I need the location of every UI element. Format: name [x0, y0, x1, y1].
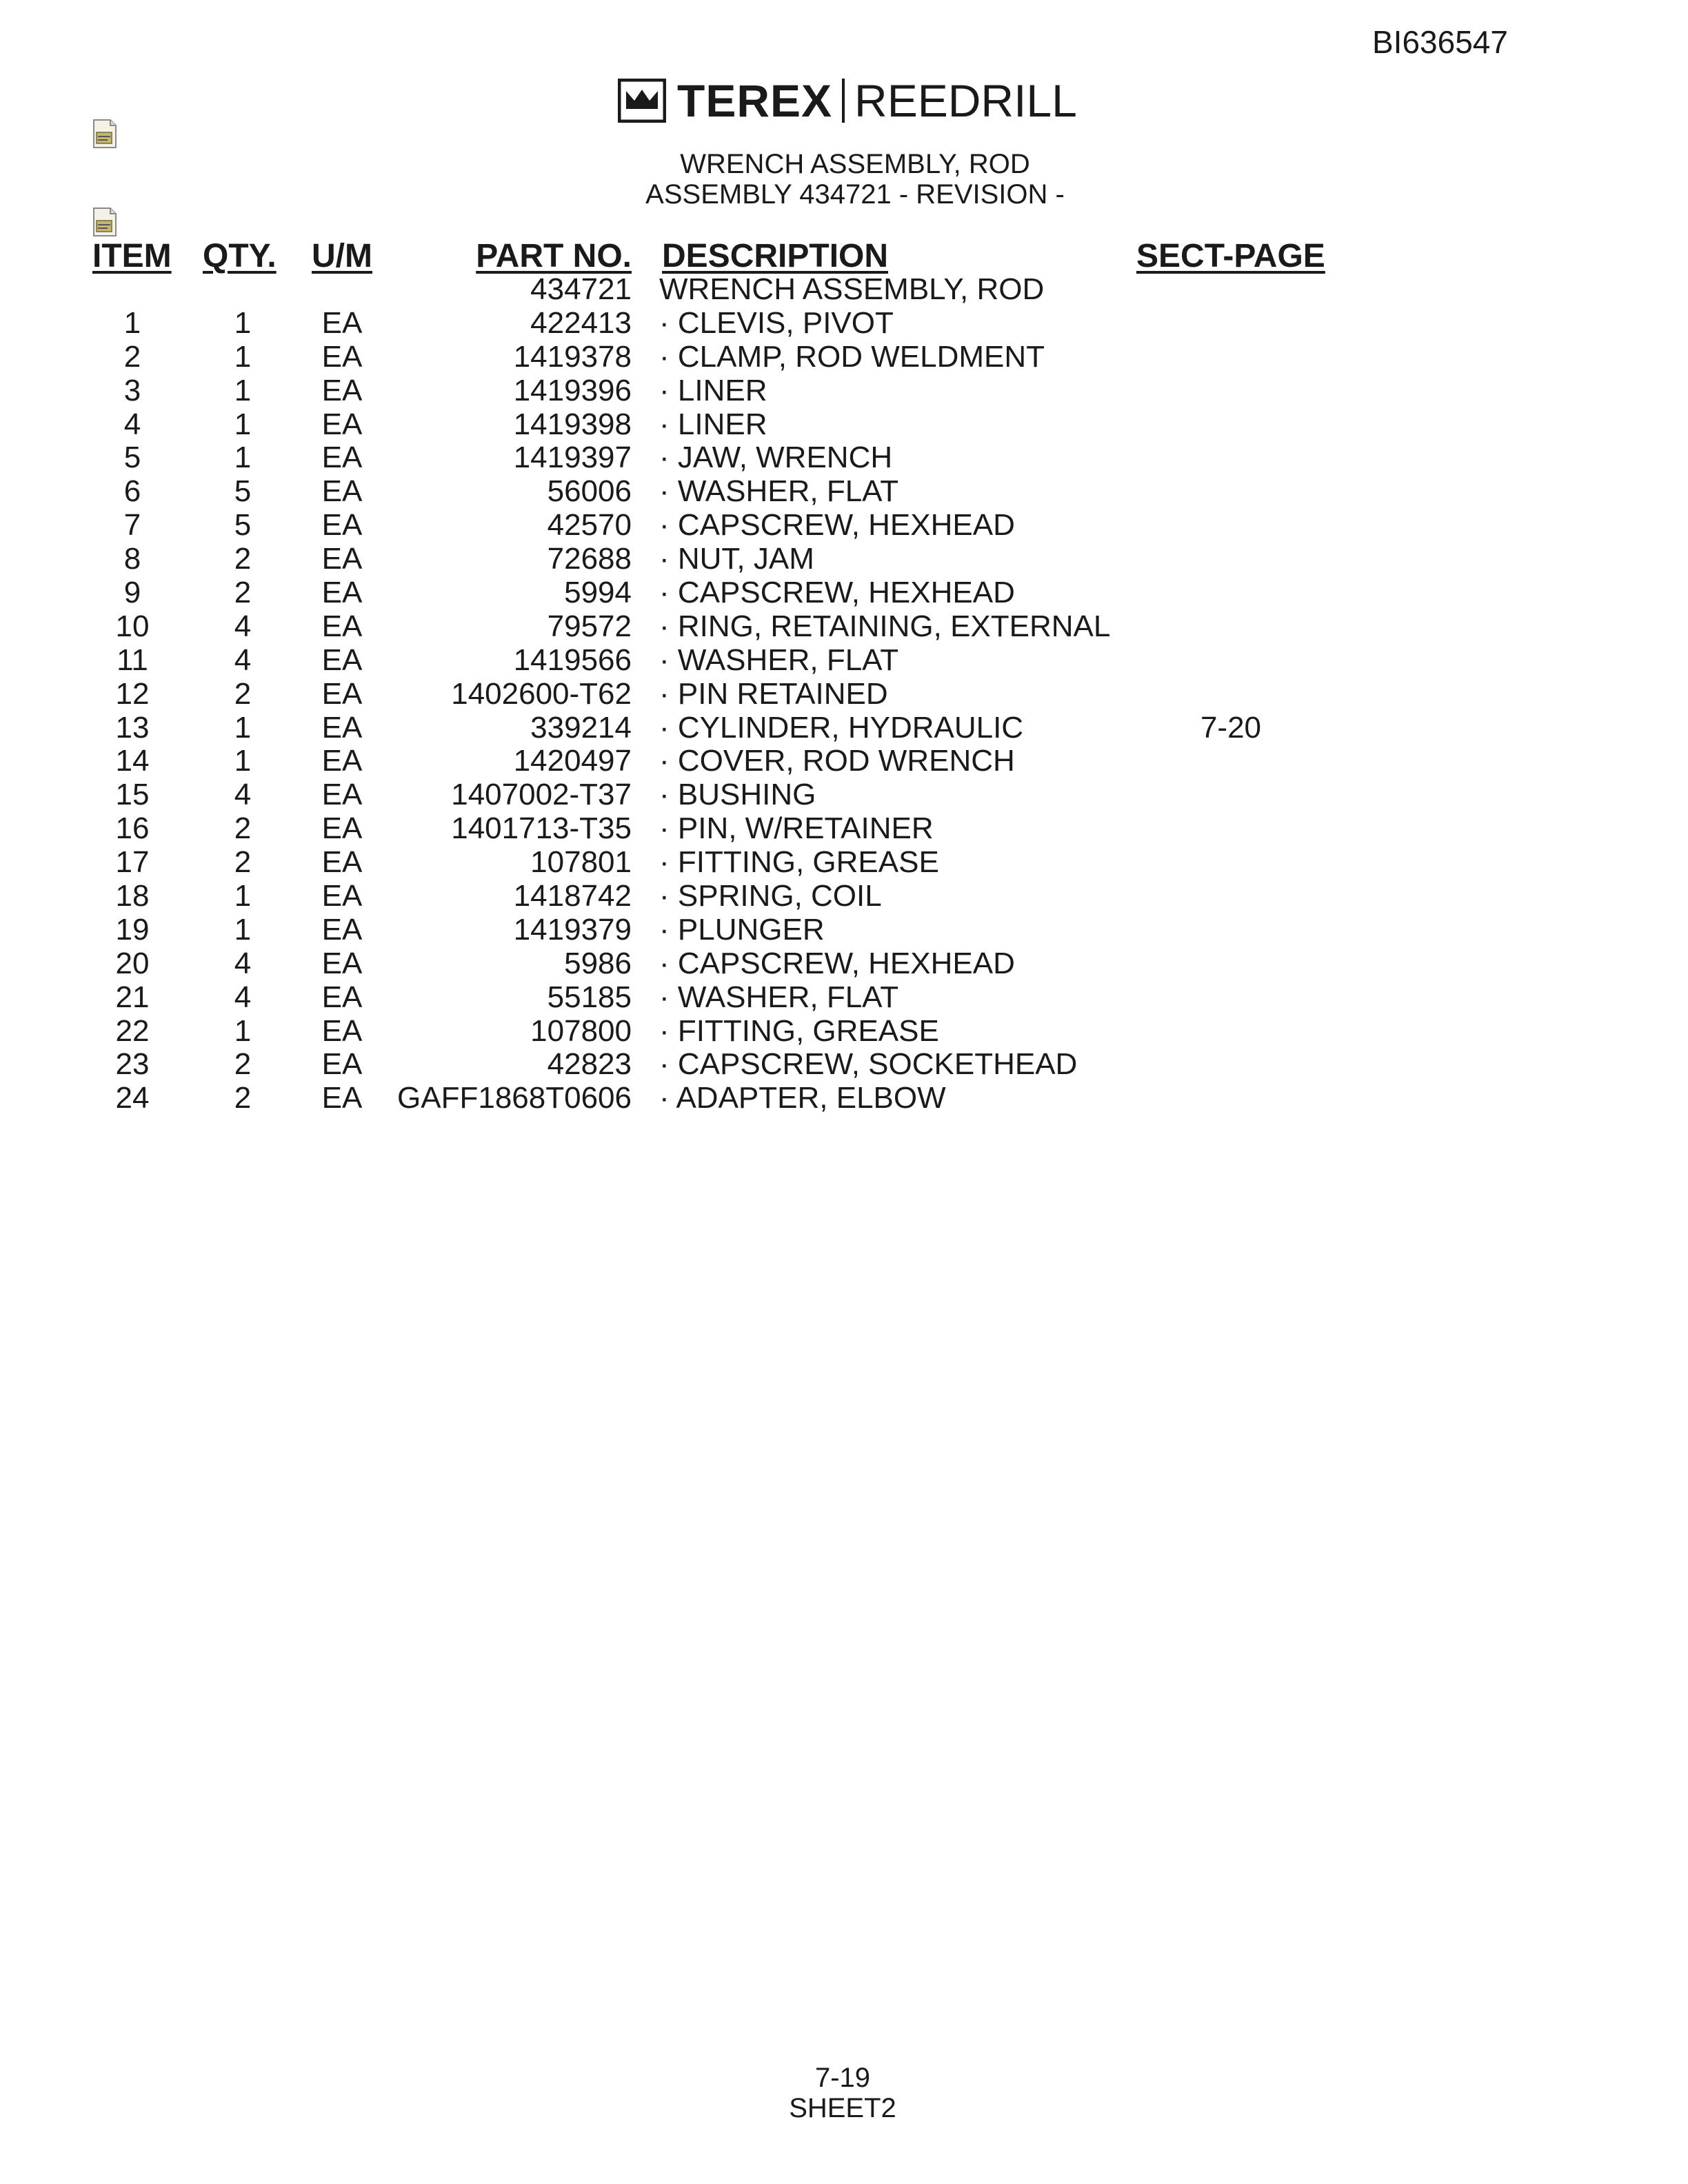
- description-cell: · CAPSCREW, HEXHEAD: [659, 508, 1015, 543]
- quantity-cell: 1: [234, 710, 252, 745]
- attachment-file-icon[interactable]: [91, 119, 119, 149]
- parts-table-row: [0, 812, 1688, 846]
- description-cell: · COVER, ROD WRENCH: [659, 744, 1015, 778]
- description-cell: · RING, RETAINING, EXTERNAL: [659, 609, 1111, 643]
- unit-of-measure-cell: EA: [321, 609, 363, 643]
- description-cell: · CYLINDER, HYDRAULIC: [659, 710, 1024, 745]
- parts-table-row: [0, 576, 1688, 610]
- description-cell: · LINER: [659, 407, 767, 441]
- item-number-cell: 7: [123, 508, 141, 543]
- description-cell: · WASHER, FLAT: [659, 643, 899, 677]
- parts-table-row: [0, 644, 1688, 678]
- part-number-cell: 42823: [547, 1047, 632, 1082]
- unit-of-measure-cell: EA: [321, 407, 363, 441]
- unit-of-measure-cell: EA: [321, 305, 363, 340]
- part-number-cell: 1419378: [513, 339, 632, 374]
- part-number-cell: 1420497: [513, 744, 632, 778]
- item-number-cell: 10: [115, 609, 150, 643]
- unit-of-measure-cell: EA: [321, 845, 363, 880]
- unit-of-measure-cell: EA: [321, 676, 363, 711]
- quantity-cell: 1: [234, 407, 252, 441]
- parts-table-row: [0, 475, 1688, 509]
- quantity-cell: 2: [234, 1081, 252, 1115]
- unit-of-measure-cell: EA: [321, 980, 363, 1014]
- logo-product-text: REEDRILL: [854, 75, 1077, 126]
- item-number-cell: 5: [123, 441, 141, 475]
- description-cell: · SPRING, COIL: [659, 879, 882, 913]
- description-cell: · NUT, JAM: [659, 542, 814, 576]
- part-number-cell: 55185: [547, 980, 632, 1014]
- part-number-cell: 1418742: [513, 879, 632, 913]
- unit-of-measure-cell: EA: [321, 643, 363, 677]
- part-number-cell: 1419566: [513, 643, 632, 677]
- parts-table-row: [0, 1048, 1688, 1082]
- quantity-cell: 1: [234, 1013, 252, 1048]
- quantity-cell: 1: [234, 441, 252, 475]
- part-number-cell: 1401713-T35: [451, 811, 632, 846]
- description-cell: · PIN RETAINED: [659, 676, 888, 711]
- item-number-cell: 11: [117, 643, 148, 677]
- part-number-cell: 434721: [530, 272, 632, 306]
- part-number-cell: 1402600-T62: [451, 676, 632, 711]
- quantity-cell: 2: [234, 845, 252, 880]
- item-number-cell: 22: [115, 1013, 150, 1048]
- description-cell: · JAW, WRENCH: [659, 441, 893, 475]
- column-header-part-no: PART NO.: [476, 238, 632, 274]
- page-number: 7-19: [814, 2063, 871, 2093]
- quantity-cell: 4: [234, 980, 252, 1014]
- description-cell: · LINER: [659, 373, 767, 407]
- unit-of-measure-cell: EA: [321, 542, 363, 576]
- parts-table-row: [0, 341, 1688, 374]
- description-cell: · BUSHING: [659, 778, 816, 812]
- unit-of-measure-cell: EA: [321, 1047, 363, 1082]
- parts-table-row: [0, 543, 1688, 576]
- logo-brand-text: TEREX: [677, 75, 833, 126]
- description-cell: · PIN, W/RETAINER: [659, 811, 934, 846]
- item-number-cell: 12: [115, 676, 150, 711]
- quantity-cell: 2: [234, 1047, 252, 1082]
- item-number-cell: 19: [115, 912, 150, 947]
- description-cell: · CLAMP, ROD WELDMENT: [659, 339, 1045, 374]
- quantity-cell: 4: [234, 609, 252, 643]
- logo-divider: [842, 79, 845, 123]
- part-number-cell: 339214: [530, 710, 632, 745]
- part-number-cell: 1419398: [513, 407, 632, 441]
- unit-of-measure-cell: EA: [321, 710, 363, 745]
- parts-table-row: [0, 441, 1688, 475]
- column-header-item: ITEM: [92, 238, 172, 274]
- part-number-cell: 107801: [530, 845, 632, 880]
- item-number-cell: 1: [123, 305, 141, 340]
- parts-table-row: [0, 678, 1688, 711]
- unit-of-measure-cell: EA: [321, 339, 363, 374]
- part-number-cell: 107800: [530, 1013, 632, 1048]
- part-number-cell: 56006: [547, 474, 632, 509]
- unit-of-measure-cell: EA: [321, 879, 363, 913]
- unit-of-measure-cell: EA: [321, 912, 363, 947]
- parts-list: [0, 273, 1688, 1115]
- parts-table-row: [0, 610, 1688, 644]
- item-number-cell: 23: [115, 1047, 150, 1082]
- quantity-cell: 1: [234, 912, 252, 947]
- description-cell: · CAPSCREW, SOCKETHEAD: [659, 1047, 1078, 1082]
- description-cell: · ADAPTER, ELBOW: [659, 1081, 946, 1115]
- description-cell: · WASHER, FLAT: [659, 474, 899, 509]
- quantity-cell: 4: [234, 778, 252, 812]
- parts-table-row: [0, 913, 1688, 947]
- part-number-cell: GAFF1868T0606: [397, 1081, 632, 1115]
- quantity-cell: 4: [234, 643, 252, 677]
- quantity-cell: 2: [234, 576, 252, 610]
- document-id: BI636547: [1372, 24, 1508, 60]
- item-number-cell: 20: [115, 946, 150, 980]
- unit-of-measure-cell: EA: [321, 744, 363, 778]
- description-cell: · CAPSCREW, HEXHEAD: [659, 946, 1015, 980]
- unit-of-measure-cell: EA: [321, 508, 363, 543]
- sect-page-cell: 7-20: [1200, 710, 1262, 745]
- parts-table-row: [0, 509, 1688, 543]
- unit-of-measure-cell: EA: [321, 778, 363, 812]
- quantity-cell: 4: [234, 946, 252, 980]
- parts-table-row: [0, 880, 1688, 913]
- parts-table-row: [0, 408, 1688, 442]
- terex-crown-logo-icon: [618, 79, 666, 123]
- part-number-cell: 1419396: [513, 373, 632, 407]
- item-number-cell: 4: [123, 407, 141, 441]
- quantity-cell: 5: [234, 508, 252, 543]
- parts-table-row: [0, 947, 1688, 981]
- parts-table-row: [0, 273, 1688, 307]
- parts-table-row: [0, 1015, 1688, 1049]
- part-number-cell: 79572: [547, 609, 632, 643]
- quantity-cell: 1: [234, 305, 252, 340]
- parts-table-row: [0, 778, 1688, 812]
- parts-table-row: [0, 1082, 1688, 1115]
- part-number-cell: 72688: [547, 542, 632, 576]
- quantity-cell: 2: [234, 676, 252, 711]
- column-header-description: DESCRIPTION: [662, 238, 889, 274]
- parts-table-row: [0, 745, 1688, 778]
- item-number-cell: 14: [115, 744, 150, 778]
- unit-of-measure-cell: EA: [321, 576, 363, 610]
- assembly-title: WRENCH ASSEMBLY, ROD: [680, 149, 1030, 179]
- parts-table-row: [0, 374, 1688, 408]
- unit-of-measure-cell: EA: [321, 373, 363, 407]
- quantity-cell: 1: [234, 373, 252, 407]
- unit-of-measure-cell: EA: [321, 474, 363, 509]
- part-number-cell: 5986: [564, 946, 632, 980]
- unit-of-measure-cell: EA: [321, 441, 363, 475]
- description-cell: WRENCH ASSEMBLY, ROD: [659, 272, 1045, 306]
- unit-of-measure-cell: EA: [321, 946, 363, 980]
- quantity-cell: 2: [234, 542, 252, 576]
- item-number-cell: 6: [123, 474, 141, 509]
- column-header-qty: QTY.: [203, 238, 277, 274]
- description-cell: · WASHER, FLAT: [659, 980, 899, 1014]
- item-number-cell: 16: [115, 811, 150, 846]
- description-cell: · CAPSCREW, HEXHEAD: [659, 576, 1015, 610]
- part-number-cell: 1407002-T37: [451, 778, 632, 812]
- parts-table-row: [0, 711, 1688, 745]
- item-number-cell: 17: [115, 845, 150, 880]
- quantity-cell: 5: [234, 474, 252, 509]
- quantity-cell: 1: [234, 744, 252, 778]
- item-number-cell: 8: [123, 542, 141, 576]
- part-number-cell: 1419379: [513, 912, 632, 947]
- part-number-cell: 422413: [530, 305, 632, 340]
- description-cell: · PLUNGER: [659, 912, 825, 947]
- attachment-file-icon[interactable]: [91, 207, 119, 237]
- part-number-cell: 1419397: [513, 441, 632, 475]
- item-number-cell: 24: [115, 1081, 150, 1115]
- item-number-cell: 2: [123, 339, 141, 374]
- item-number-cell: 15: [115, 778, 150, 812]
- parts-table-row: [0, 981, 1688, 1015]
- quantity-cell: 1: [234, 339, 252, 374]
- part-number-cell: 5994: [564, 576, 632, 610]
- quantity-cell: 2: [234, 811, 252, 846]
- description-cell: · FITTING, GREASE: [659, 1013, 939, 1048]
- quantity-cell: 1: [234, 879, 252, 913]
- description-cell: · FITTING, GREASE: [659, 845, 939, 880]
- unit-of-measure-cell: EA: [321, 1081, 363, 1115]
- item-number-cell: 13: [115, 710, 150, 745]
- item-number-cell: 9: [123, 576, 141, 610]
- item-number-cell: 3: [123, 373, 141, 407]
- unit-of-measure-cell: EA: [321, 811, 363, 846]
- column-header-sect-page: SECT-PAGE: [1136, 238, 1325, 274]
- item-number-cell: 21: [115, 980, 150, 1014]
- description-cell: · CLEVIS, PIVOT: [659, 305, 894, 340]
- column-header-um: U/M: [312, 238, 372, 274]
- terex-reedrill-logo: [618, 73, 1077, 128]
- parts-table-row: [0, 846, 1688, 880]
- parts-table-row: [0, 307, 1688, 341]
- unit-of-measure-cell: EA: [321, 1013, 363, 1048]
- assembly-revision: ASSEMBLY 434721 - REVISION -: [645, 179, 1065, 210]
- sheet-label: SHEET2: [789, 2093, 896, 2123]
- part-number-cell: 42570: [547, 508, 632, 543]
- item-number-cell: 18: [115, 879, 150, 913]
